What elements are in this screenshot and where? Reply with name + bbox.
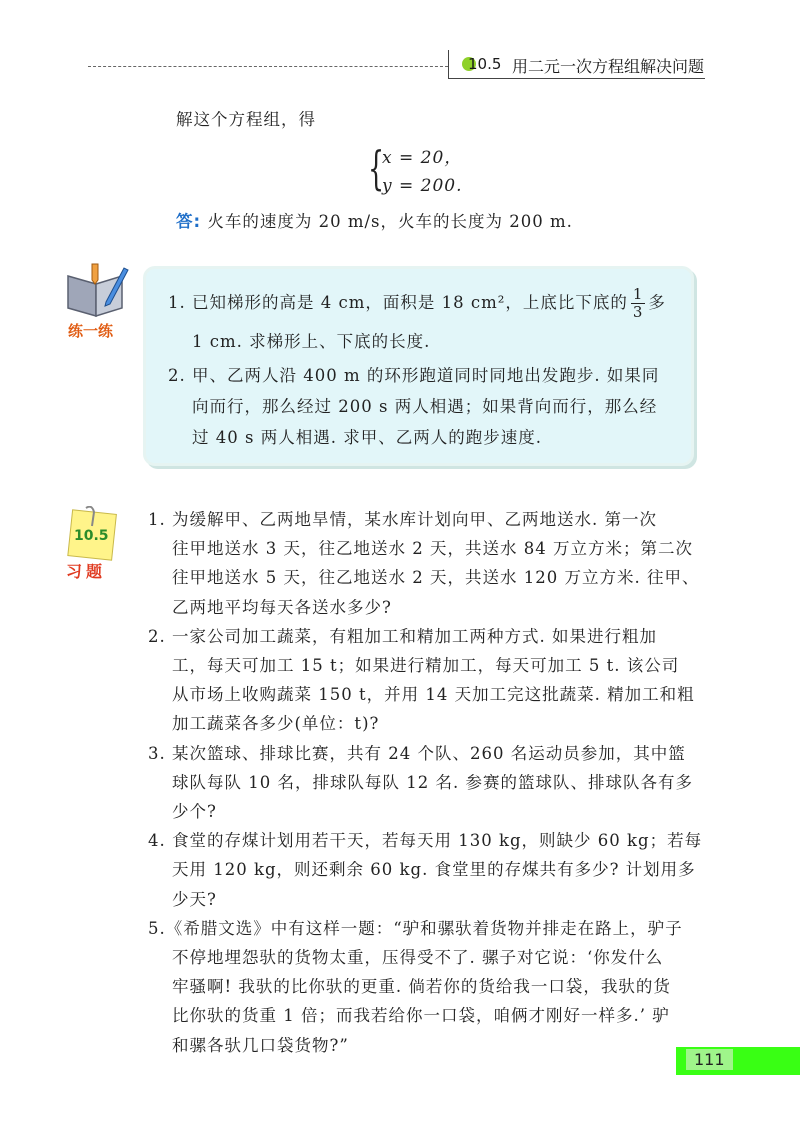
- exercise-line: 和骡各驮几口袋货物?”: [172, 1035, 349, 1055]
- exercise-line: 少天?: [172, 889, 217, 909]
- practice-label: 练一练: [68, 322, 114, 340]
- exercise-line: 比你驮的货重 1 倍；而我若给你一口袋，咱俩才刚好一样多.’ 驴: [172, 1006, 670, 1026]
- practice-item-2-line-2: 向而行，那么经过 200 s 两人相遇；如果背向而行，那么经: [192, 397, 658, 416]
- exercise-line: 5.《希腊文选》中有这样一题：“驴和骡驮着货物并排走在路上，驴子: [148, 918, 683, 938]
- solution-intro: 解这个方程组，得: [176, 110, 316, 129]
- practice-item-1-line-2: 1 cm. 求梯形上、下底的长度.: [192, 332, 431, 351]
- equation-line-2: y = 200.: [382, 176, 463, 196]
- fraction-denominator: 3: [632, 303, 644, 321]
- exercise-line: 4. 食堂的存煤计划用若干天，若每天用 130 kg，则缺少 60 kg；若每: [148, 831, 703, 851]
- practice-item-2-line-3: 过 40 s 两人相遇. 求甲、乙两人的跑步速度.: [192, 428, 542, 447]
- answer-label: 答:: [176, 212, 202, 231]
- exercise-line: 天用 120 kg，则还剩余 60 kg. 食堂里的存煤共有多少? 计划用多: [172, 860, 696, 880]
- exercise-badge-number: 10.5: [74, 528, 109, 544]
- page-number: 111: [686, 1049, 733, 1070]
- exercise-line: 2. 一家公司加工蔬菜，有粗加工和精加工两种方式. 如果进行粗加: [148, 626, 657, 646]
- exercise-line: 少个?: [172, 802, 217, 821]
- exercise-line: 乙两地平均每天各送水多少?: [172, 597, 392, 617]
- header-section-title: 用二元一次方程组解决问题: [512, 57, 705, 76]
- exercise-line: 往甲地送水 5 天，往乙地送水 2 天，共送水 120 万立方米. 往甲、: [172, 568, 700, 588]
- header-dashed-rule: [88, 66, 448, 67]
- equation-line-1: x = 20，: [382, 148, 463, 168]
- notebook-pencil-icon: [62, 262, 130, 320]
- fraction: [631, 286, 646, 321]
- practice-text: 1. 已知梯形的高是 4 cm，面积是 18 cm²，上底比下底的: [168, 293, 628, 312]
- exercise-label: 习题: [66, 562, 107, 581]
- exercise-line: 1. 为缓解甲、乙两地旱情，某水库计划向甲、乙两地送水. 第一次: [148, 510, 657, 529]
- exercise-line: 球队每队 10 名，排球队每队 12 名. 参赛的篮球队、排球队各有多: [172, 772, 693, 792]
- exercise-line: 从市场上收购蔬菜 150 t，并用 14 天加工完这批蔬菜. 精加工和粗: [172, 685, 695, 705]
- exercise-line: 往甲地送水 3 天，往乙地送水 2 天，共送水 84 万立方米；第二次: [172, 539, 693, 559]
- practice-item-1-line-1: [168, 286, 666, 321]
- equation-brace: {: [368, 141, 385, 195]
- fraction-numerator: 1: [632, 285, 644, 303]
- exercise-line: 不停地埋怨驮的货物太重，压得受不了. 骡子对它说：‘你发什么: [172, 948, 664, 967]
- header-section-number: 10.5: [462, 55, 501, 73]
- exercise-line: 牢骚啊! 我驮的比你驮的更重. 倘若你的货给我一口袋，我驮的货: [172, 977, 671, 997]
- answer-line: [176, 206, 573, 237]
- exercise-line: 3. 某次篮球、排球比赛，共有 24 个队、260 名运动员参加，其中篮: [148, 743, 686, 763]
- practice-item-2-line-1: 2. 甲、乙两人沿 400 m 的环形跑道同时同地出发跑步. 如果同: [168, 366, 660, 385]
- answer-text: 火车的速度为 20 m/s，火车的长度为 200 m.: [207, 212, 573, 231]
- exercise-line: 工，每天可加工 15 t；如果进行精加工，每天可加工 5 t. 该公司: [172, 656, 680, 675]
- exercise-line: 加工蔬菜各多少(单位：t)?: [172, 714, 380, 734]
- practice-text: 多: [648, 293, 666, 312]
